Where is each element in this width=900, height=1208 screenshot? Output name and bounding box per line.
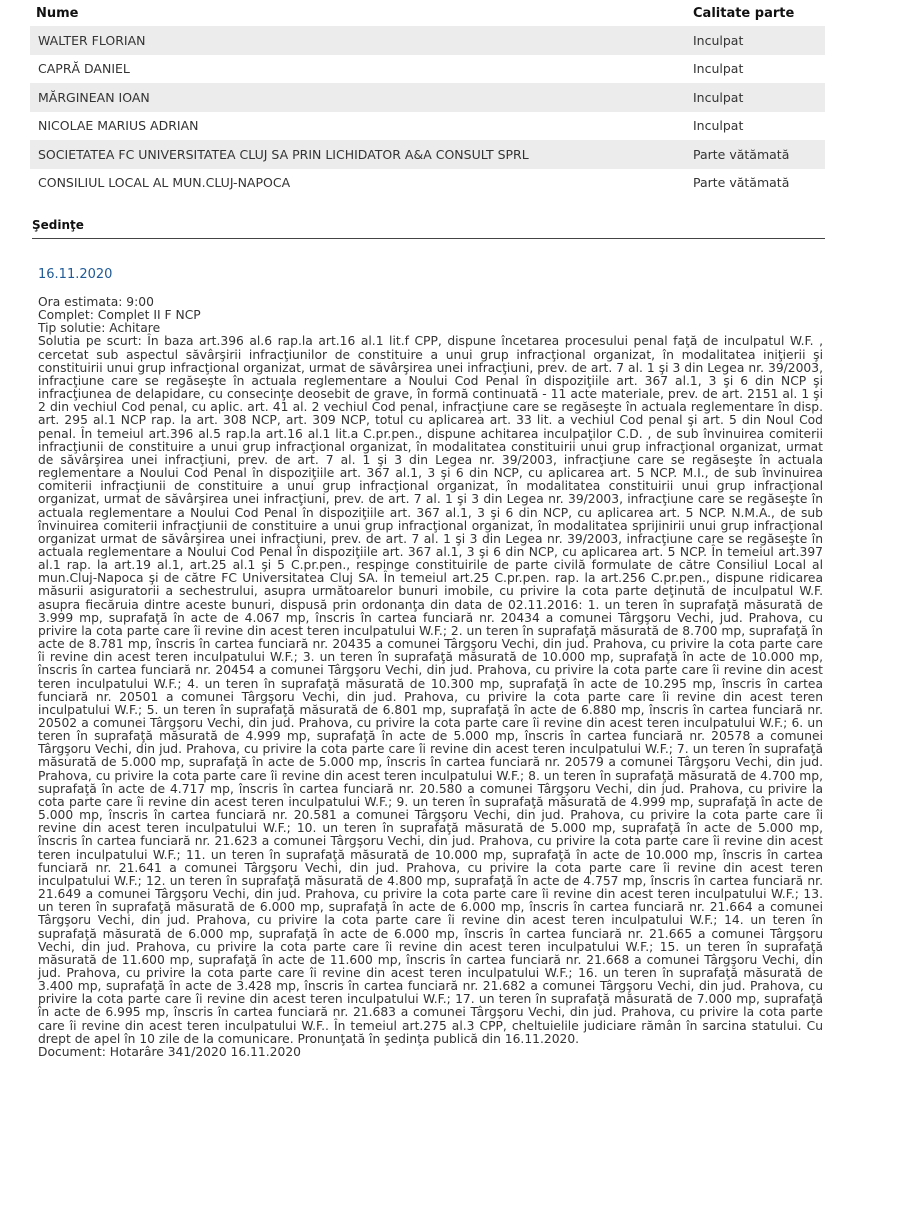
sessions-section-title: Şedinţe [32, 218, 825, 239]
session-estimated-time: Ora estimata: 9:00 [38, 295, 154, 309]
parties-header-row [30, 0, 825, 26]
header-role: Calitate parte [693, 5, 795, 21]
session-details [38, 296, 823, 1059]
table-row [30, 26, 825, 55]
party-name: NICOLAE MARIUS ADRIAN [38, 118, 199, 134]
session-date: 16.11.2020 [38, 267, 113, 282]
table-row [30, 140, 825, 169]
party-role: Inculpat [693, 61, 744, 77]
session-document: Document: Hotarâre 341/2020 16.11.2020 [38, 1044, 301, 1059]
parties-table [30, 0, 825, 197]
party-name: CAPRĂ DANIEL [38, 61, 130, 77]
session-solution-type: Tip solutie: Achitare [38, 321, 161, 336]
party-name: MĂRGINEAN IOAN [30, 83, 689, 112]
table-row [30, 83, 825, 112]
party-role: Inculpat [689, 83, 825, 112]
party-role: Parte vătămată [689, 140, 825, 169]
party-name: WALTER FLORIAN [30, 26, 689, 55]
table-row [30, 112, 825, 141]
party-role: Inculpat [693, 118, 744, 134]
table-row [30, 55, 825, 84]
party-role: Inculpat [689, 26, 825, 55]
session-panel: Complet: Complet II F NCP [38, 308, 201, 323]
header-name: Nume [36, 5, 79, 21]
party-role: Parte vătămată [693, 175, 790, 191]
party-name: CONSILIUL LOCAL AL MUN.CLUJ-NAPOCA [38, 175, 291, 191]
table-row [30, 169, 825, 198]
session-solution-summary: Solutia pe scurt: În baza art.396 al.6 rap.la art.16 al.1 lit.f CPP, dispune încetarea procesului penal faţă de inculpatul W.F. , cercetat sub aspectul săvârşirii infracţiunilor de constituire a unui grup infracţional organizat, în modalitatea iniţierii şi constituirii unui grup infracţional organizat, urmat de săvârşirea unei infracţiuni, prev. de art. 7 al. 1 şi 3 din Legea nr. 39/2003, infracţiune care se regăseşte în actuala reglementare a Noului Cod Penal în dispoziţiile art. 367 al.1, 3 şi 6 din NCP şi infracţiunea de delapidare, cu consecinţe deosebit de grave, în formă continuată - 11 acte materiale, prev. de art. 2151 al. 1 şi 2 din vechiul Cod penal, cu aplic. art. 41 al. 2 vechiul Cod penal, infracţiune care se regăseşte în actuala reglementare în disp. art. 295 al.1 NCP rap. la art. 308 NCP, art. 309 NCP, totul cu aplicarea art. 33 lit. a vechiul Cod penal şi art. 5 din Noul Cod penal. În temeiul art.396 al.5 rap.la art.16 al.1 lit.a C.pr.pen., dispune achitarea inculpaţilor C.D. , de sub învinuirea comiterii infracţiunii de constituire a unui grup infracţional organizat, în modalitatea constituirii unui grup infracţional organizat, urmat de săvârşirea unei infracţiuni, prev. de art. 7 al. 1 şi 3 din Legea nr. 39/2003, infracţiune care se regăseşte în actuala reglementare a Noului Cod Penal în dispoziţiile art. 367 al.1, 3 şi 6 din NCP, cu aplicarea art. 5 NCP. M.I., de sub învinuirea comiterii infracţiunii de constituire a unui grup infracţional organizat, în modalitatea constituirii unui grup infracţional organizat, urmat de săvârşirea unei infracţiuni, prev. de art. 7 al. 1 şi 3 din Legea nr. 39/2003, infracţiune care se regăseşte în actuala reglementare a Noului Cod Penal în dispoziţiile art. 367 al.1, 3 şi 6 din NCP, cu aplicarea art. 5 NCP. N.M.A., de sub învinuirea comiterii infracţiunii de constituire a unui grup infracţional organizat, în modalitatea sprijinirii unui grup infracţional organizat urmat de săvârşirea unei infracţiuni, prev. de art. 7 al. 1 şi 3 din Legea nr. 39/2003, infracţiune care se regăseşte în actuala reglementare a Noului Cod Penal în dispoziţiile art. 367 al.1, 3 şi 6 din NCP, cu aplicarea art. 5 NCP. În temeiul art.397 al.1 rap. la art.19 al.1, art.25 al.1 şi 5 C.pr.pen., respinge constituirile de parte civilă formulate de către Consiliul Local al mun.Cluj-Napoca şi de către FC Universitatea Cluj SA. În temeiul art.25 C.pr.pen. rap. la art.256 C.pr.pen., dispune ridicarea măsurii asiguratorii a sechestrului, asupra următoarelor bunuri imobile, cu privire la cota parte deţinută de inculpatul W.F. asupra fiecăruia dintre aceste bunuri, dispusă prin ordonanţa din data de 02.11.2016: 1. un teren în suprafaţă măsurată de 3.999 mp, suprafaţă în acte de 4.067 mp, înscris în cartea funciară nr. 20434 a comunei Târgşoru Vechi, jud. Prahova, cu privire la cota parte care îi revine din acest teren inculpatului W.F.; 2. un teren în suprafaţă măsurată de 8.700 mp, suprafaţă în acte de 8.781 mp, înscris în cartea funciară nr. 20435 a comunei Târgşoru Vechi, din jud. Prahova, cu privire la cota parte care îi revine din acest teren inculpatului W.F.; 3. un teren în suprafaţă măsurată de 10.000 mp, suprafaţă în acte de 10.000 mp, înscris în cartea funciară nr. 20454 a comunei Târgşoru Vechi, din jud. Prahova, cu privire la cota parte care îi revine din acest teren inculpatului W.F.; 4. un teren în suprafaţă măsurată de 10.300 mp, suprafaţă în acte de 10.295 mp, înscris în cartea funciară nr. 20501 a comunei Târgşoru Vechi, din jud. Prahova, cu privire la cota parte care îi revine din acest teren inculpatului W.F.; 5. un teren în suprafaţă măsurată de 6.801 mp, suprafaţă în acte de 6.880 mp, înscris în cartea funciară nr. 20502 a comunei Târgşoru Vechi, din jud. Prahova, cu privire la cota parte care îi revine din acest teren inculpatului W.F.; 6. un teren în suprafaţă măsurată de 4.999 mp, suprafaţă în acte de 5.000 mp, înscris în cartea funciară nr. 20578 a comunei Târgşoru Vechi, din jud. Prahova, cu privire la cota parte care îi revine din acest teren inculpatului W.F.; 7. un teren în suprafaţă măsurată de 5.000 mp, suprafaţă în acte de 5.000 mp, înscris în cartea funciară nr. 20579 a comunei Târgşoru Vechi, din jud. Prahova, cu privire la cota parte care îi revine din acest teren inculpatului W.F.; 8. un teren în suprafaţă măsurată de 4.700 mp, suprafaţă în acte de 4.717 mp, înscris în cartea funciară nr. 20.580 a comunei Târgşoru Vechi, din jud. Prahova, cu privire la cota parte care îi revine din acest teren inculpatului W.F.; 9. un teren în suprafaţă măsurată de 4.999 mp, suprafaţă în acte de 5.000 mp, înscris în cartea funciară nr. 20.581 a comunei Târgşoru Vechi, din jud. Prahova, cu privire la cota parte care îi revine din acest teren inculpatului W.F.; 10. un teren în suprafaţă măsurată de 5.000 mp, suprafaţă în acte de 5.000 mp, înscris în cartea funciară nr. 21.623 a comunei Târgşoru Vechi, din jud. Prahova, cu privire la cota parte care îi revine din acest teren inculpatului W.F.; 11. un teren în suprafaţă măsurată de 10.000 mp, suprafaţă în acte de 10.000 mp, înscris în cartea funciară nr. 21.641 a comunei Târgşoru Vechi, din jud. Prahova, cu privire la cota parte care îi revine din acest teren inculpatului W.F.; 12. un teren în suprafaţă măsurată de 4.800 mp, suprafaţă în acte de 4.757 mp, înscris în cartea funciară nr. 21.649 a comunei Târgşoru Vechi, din jud. Prahova, cu privire la cota parte care îi revine din acest teren inculpatului W.F.; 13. un teren în suprafaţă măsurată de 6.000 mp, suprafaţă în acte de 6.000 mp, înscris în cartea funciară nr. 21.664 a comunei Târgşoru Vechi, din jud. Prahova, cu privire la cota parte care îi revine din acest teren inculpatului W.F.; 14. un teren în suprafaţă măsurată de 6.000 mp, suprafaţă în acte de 6.000 mp, înscris în cartea funciară nr. 21.665 a comunei Târgşoru Vechi, din jud. Prahova, cu privire la cota parte care îi revine din acest teren inculpatului W.F.; 15. un teren în suprafaţă măsurată de 11.600 mp, suprafaţă în acte de 11.600 mp, înscris în cartea funciară nr. 21.668 a comunei Târgşoru Vechi, din jud. Prahova, cu privire la cota parte care îi revine din acest teren inculpatului W.F.; 16. un teren în suprafaţă măsurată de 3.400 mp, suprafaţă în acte de 3.428 mp, înscris în cartea funciară nr. 21.682 a comunei Târgşoru Vechi, din jud. Prahova, cu privire la cota parte care îi revine din acest teren inculpatului W.F.; 17. un teren în suprafaţă măsurată de 7.000 mp, suprafaţă în acte de 6.995 mp, înscris în cartea funciară nr. 21.683 a comunei Târgşoru Vechi, din jud. Prahova, cu privire la cota parte care îi revine din acest teren inculpatului W.F.. În temeiul art.275 al.3 CPP, cheltuielile judiciare rămân în sarcina statului. Cu drept de apel în 10 zile de la comunicare. Pronunţată în şedinţa publică din 16.11.2020. [38, 334, 823, 1046]
party-name: SOCIETATEA FC UNIVERSITATEA CLUJ SA PRIN LICHIDATOR A&A CONSULT SPRL [30, 140, 689, 169]
